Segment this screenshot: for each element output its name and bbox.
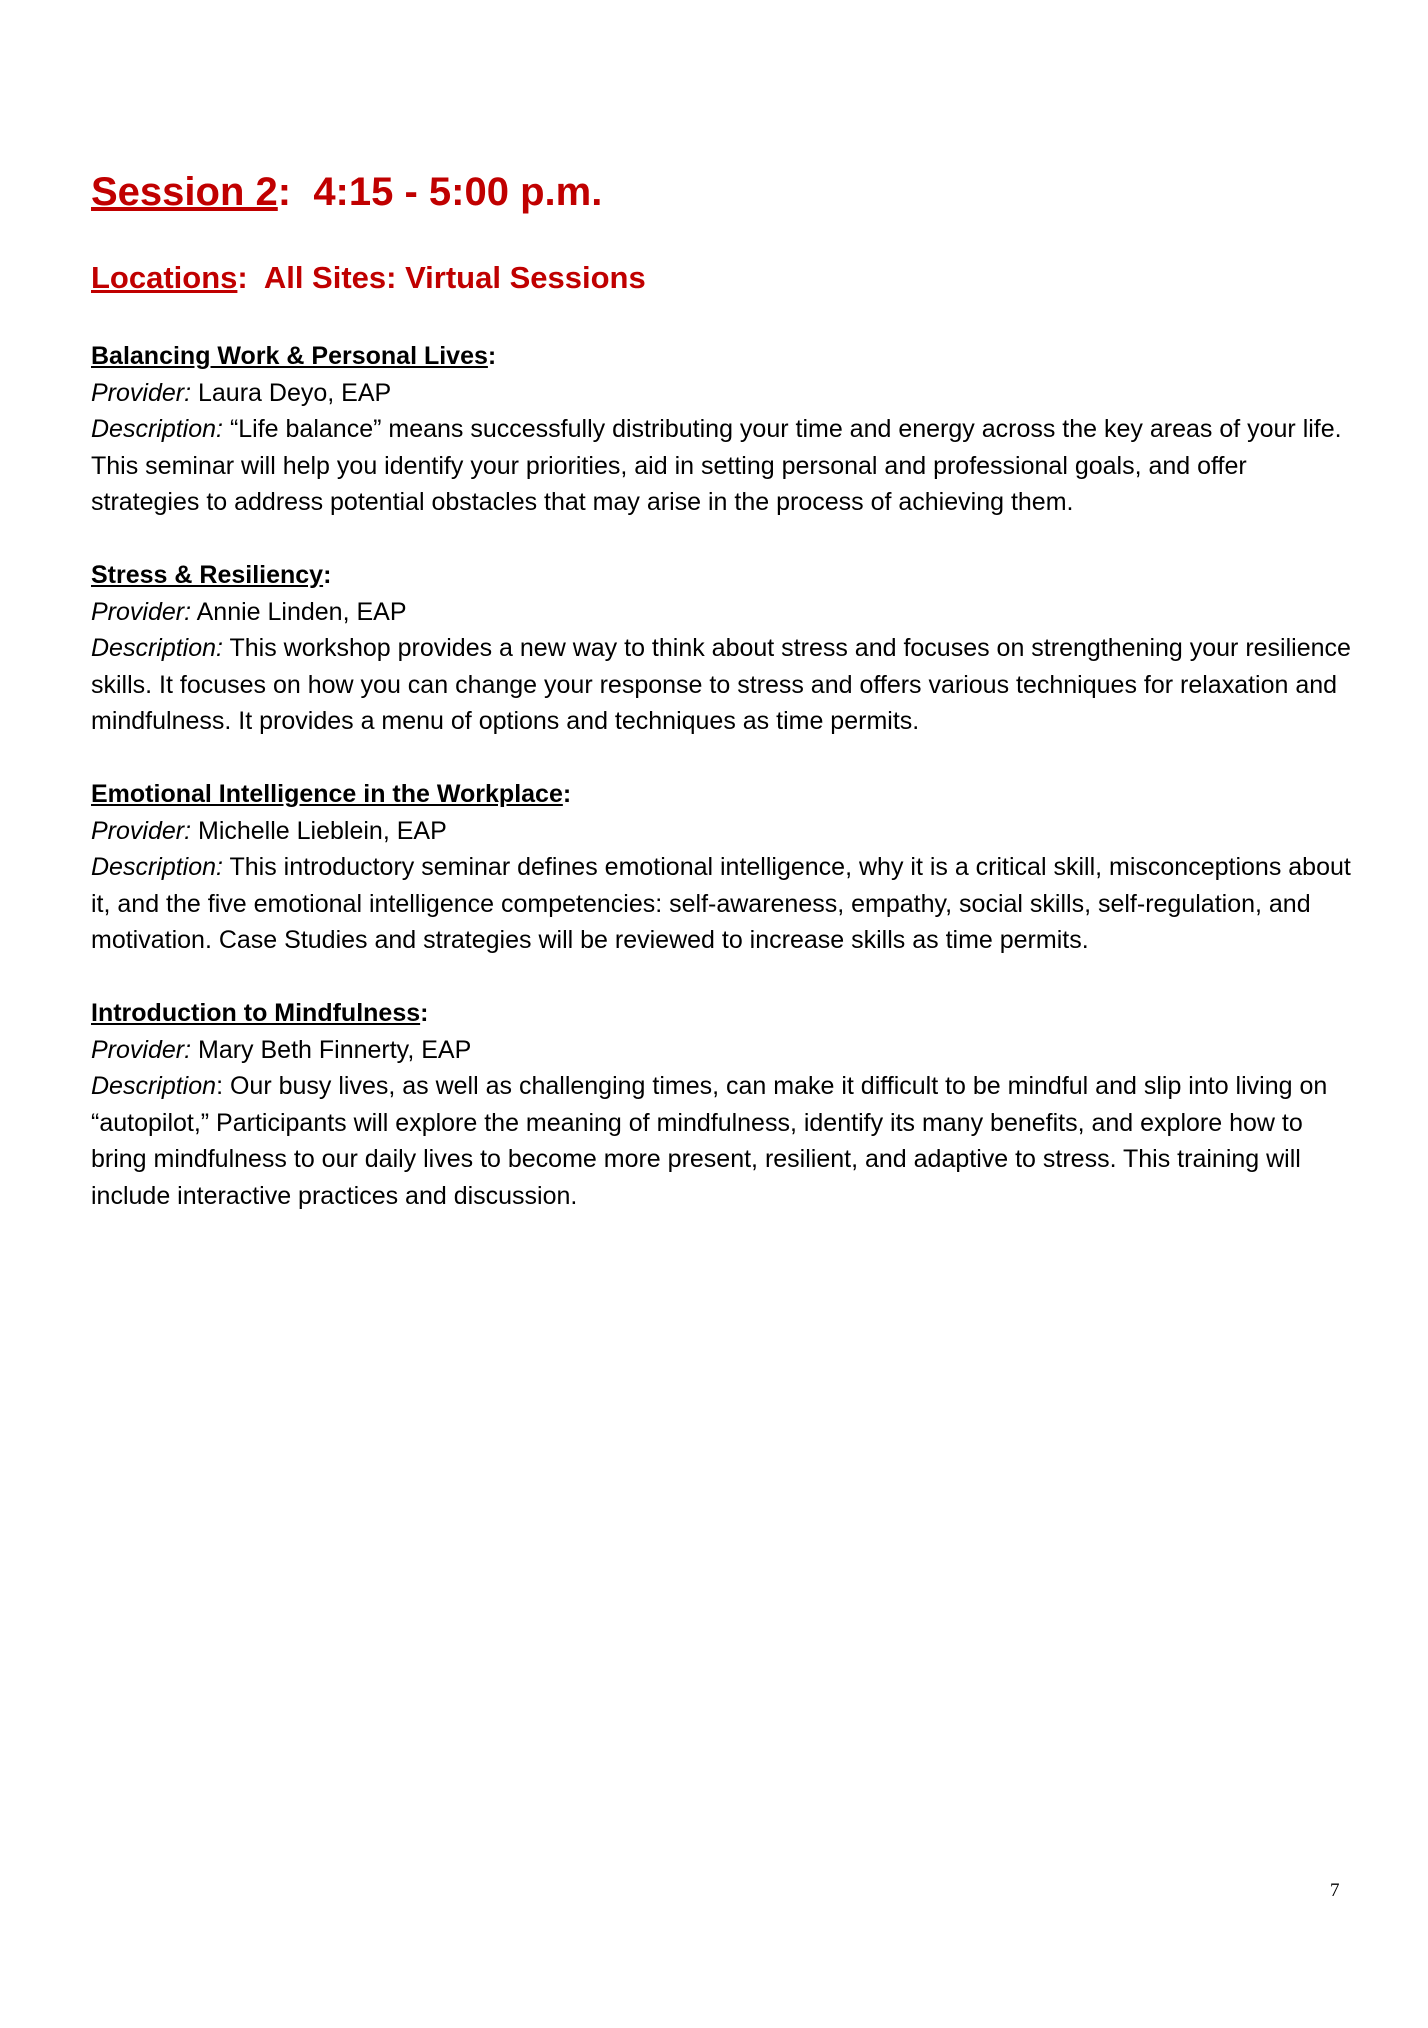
workshop-title: Stress & Resiliency: [91, 561, 332, 589]
workshop-item [91, 557, 1351, 740]
workshop-item [91, 776, 1351, 959]
session-heading: Session 2: 4:15 - 5:00 p.m. [91, 170, 603, 214]
description-text: This workshop provides a new way to think about stress and focuses on strengthening your resilience skills. It focuses on how you can change your response to stress and offers various techniques for relaxation and mindfulness. It provides a menu of options and techniques as time permits. [91, 634, 1351, 735]
locations-heading: Locations: All Sites: Virtual Sessions [91, 260, 646, 295]
workshop-title: Introduction to Mindfulness: [91, 999, 429, 1027]
workshop-title-text: Introduction to Mindfulness [91, 999, 421, 1027]
provider-name: Mary Beth Finnerty, EAP [198, 1035, 472, 1064]
provider-label: Provider: [91, 597, 192, 626]
workshop-title-text: Emotional Intelligence in the Workplace [91, 780, 563, 808]
workshop-list [91, 338, 1351, 1251]
workshop-item [91, 338, 1351, 521]
description-label: Description [91, 1072, 217, 1100]
description-label: Description: [91, 634, 223, 662]
provider-label: Provider: [91, 378, 192, 407]
workshop-title-text: Stress & Resiliency [91, 561, 324, 589]
locations-value: All Sites: Virtual Sessions [263, 260, 646, 295]
description-text: “Life balance” means successfully distributing your time and energy across the key areas of your life. This seminar will help you identify your priorities, aid in setting personal and professional goals, and offer strategies to address potential obstacles that may arise in the process of achieving them. [91, 415, 1342, 516]
workshop-title-text: Balancing Work & Personal Lives [91, 342, 488, 370]
description-label: Description: [91, 415, 223, 443]
description-text: This introductory seminar defines emotional intelligence, why it is a critical skill, misconceptions about it, and the five emotional intelligence competencies: self-awareness, empathy, social skills, self-regulation, and motivation. Case Studies and strategies will be reviewed to increase skills as time permits. [91, 853, 1351, 954]
locations-label: Locations [91, 260, 238, 295]
description-label: Description: [91, 853, 223, 881]
description-text: Our busy lives, as well as challenging times, can make it difficult to be mindful and slip into living on “autopilot,” Participants will explore the meaning of mindfulness, identify its many benefits, and explore how to bring mindfulness to our daily lives to become more present, resilient, and adaptive to stress. This training will include interactive practices and discussion. [91, 1072, 1328, 1210]
provider-label: Provider: [91, 1035, 192, 1064]
workshop-item: Introduction to Mindfulness: Provider: Mary Beth Finnerty, EAP Description: Our busy lives, as well as challenging times, can make it difficult to be mindful and slip into living on “autopilot,” Participants will explore the meaning of mindfulness, identify its many benefits, and explore how to bring mindfulness to our daily lives to become more present, resilient, and adaptive to stress. This training will include interactive practices and discussion. [91, 995, 1351, 1214]
session-time: 4:15 - 5:00 p.m. [313, 170, 603, 214]
provider-name: Laura Deyo, EAP [198, 378, 392, 407]
provider-label: Provider: [91, 816, 192, 845]
provider-name: Michelle Lieblein, EAP [198, 816, 447, 845]
page-number: 7 [1330, 1880, 1340, 1901]
workshop-title: Balancing Work & Personal Lives: [91, 342, 497, 370]
provider-name: Annie Linden, EAP [196, 597, 407, 626]
workshop-title: Emotional Intelligence in the Workplace: [91, 780, 572, 808]
session-label: Session 2 [91, 170, 278, 214]
